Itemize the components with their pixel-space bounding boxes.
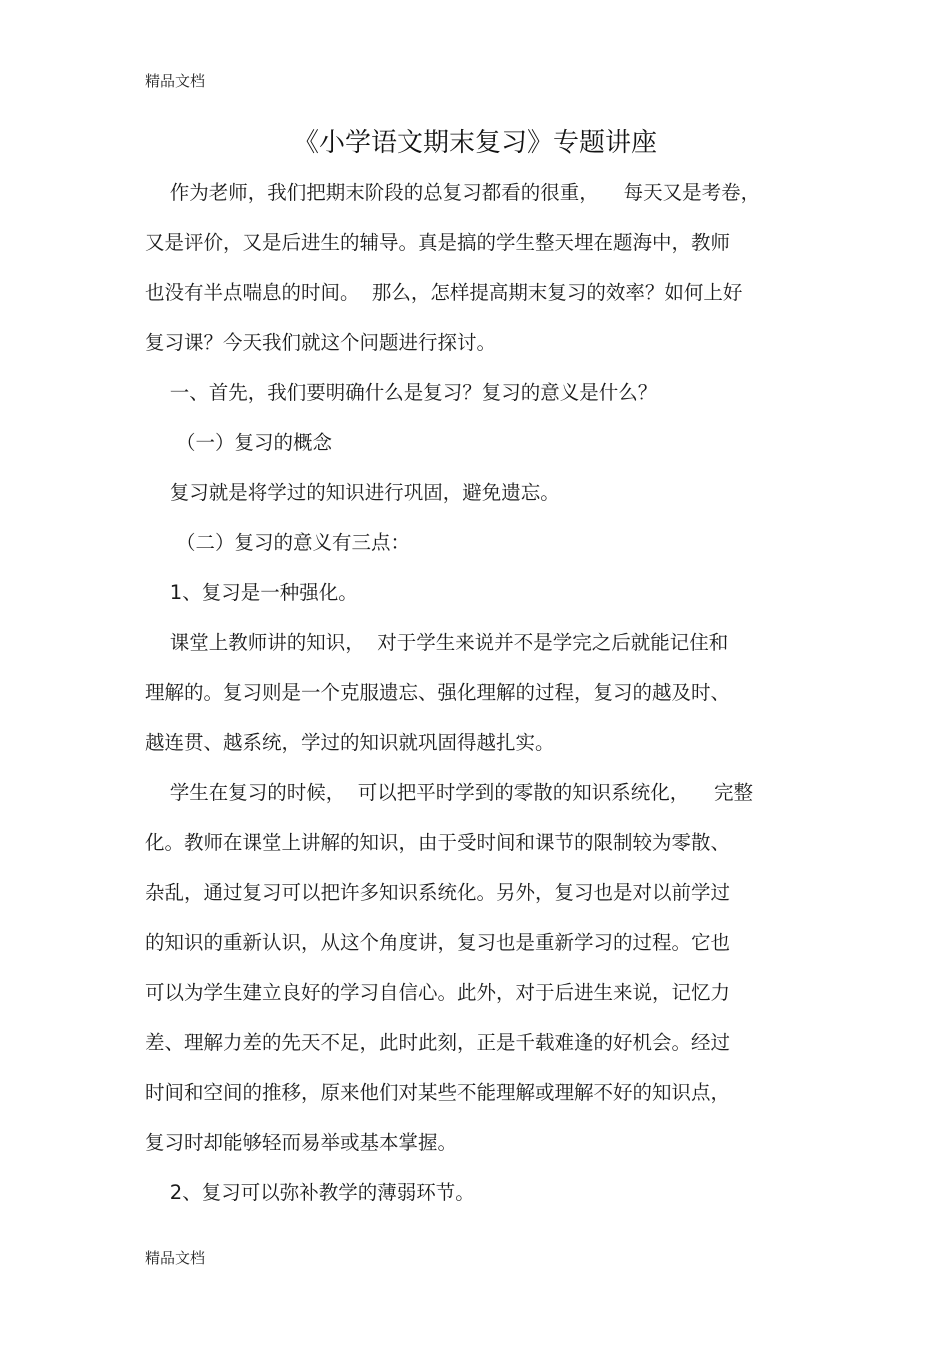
body-line: 的知识的重新认识，从这个角度讲，复习也是重新学习的过程。它也 (145, 931, 731, 954)
body-line: 复习时却能够轻而易举或基本掌握。 (145, 1131, 458, 1154)
body-line: 时间和空间的推移，原来他们对某些不能理解或理解不好的知识点， (145, 1081, 731, 1104)
body-line: 学生在复习的时候， 可以把平时学到的零散的知识系统化， 完整 (145, 781, 753, 804)
section-heading: 一、首先，我们要明确什么是复习？复习的意义是什么？ (145, 381, 658, 404)
body-line: 复习就是将学过的知识进行巩固，避免遗忘。 (145, 481, 560, 504)
body-line: 越连贯、越系统，学过的知识就巩固得越扎实。 (145, 731, 555, 754)
body-line: 可以为学生建立良好的学习自信心。此外，对于后进生来说，记忆力 (145, 981, 731, 1004)
body-line: 作为老师，我们把期末阶段的总复习都看的很重， 每天又是考卷， (145, 181, 761, 204)
body-line: 化。教师在课堂上讲解的知识，由于受时间和课节的限制较为零散、 (145, 831, 731, 854)
point-heading: 1、复习是一种强化。 (145, 581, 358, 604)
document-body (145, 168, 825, 1218)
body-line: 理解的。复习则是一个克服遗忘、强化理解的过程，复习的越及时、 (145, 681, 731, 704)
page-header-label: 精品文档 (145, 72, 206, 90)
page-footer-label: 精品文档 (145, 1249, 206, 1267)
body-line: 课堂上教师讲的知识， 对于学生来说并不是学完之后就能记住和 (145, 631, 729, 654)
body-line: 又是评价，又是后进生的辅导。真是搞的学生整天埋在题海中，教师 (145, 231, 731, 254)
body-line: 杂乱，通过复习可以把许多知识系统化。另外，复习也是对以前学过 (145, 881, 731, 904)
subsection-heading: （二）复习的意义有三点： (145, 531, 410, 554)
point-heading: 2、复习可以弥补教学的薄弱环节。 (145, 1181, 475, 1204)
body-line: 也没有半点喘息的时间。 那么，怎样提高期末复习的效率？如何上好 (145, 281, 743, 304)
body-line: 差、理解力差的先天不足，此时此刻，正是千载难逢的好机会。经过 (145, 1031, 731, 1054)
body-line: 复习课？今天我们就这个问题进行探讨。 (145, 331, 497, 354)
document-title: 《小学语文期末复习》专题讲座 (292, 128, 657, 158)
subsection-heading: （一）复习的概念 (145, 431, 332, 454)
